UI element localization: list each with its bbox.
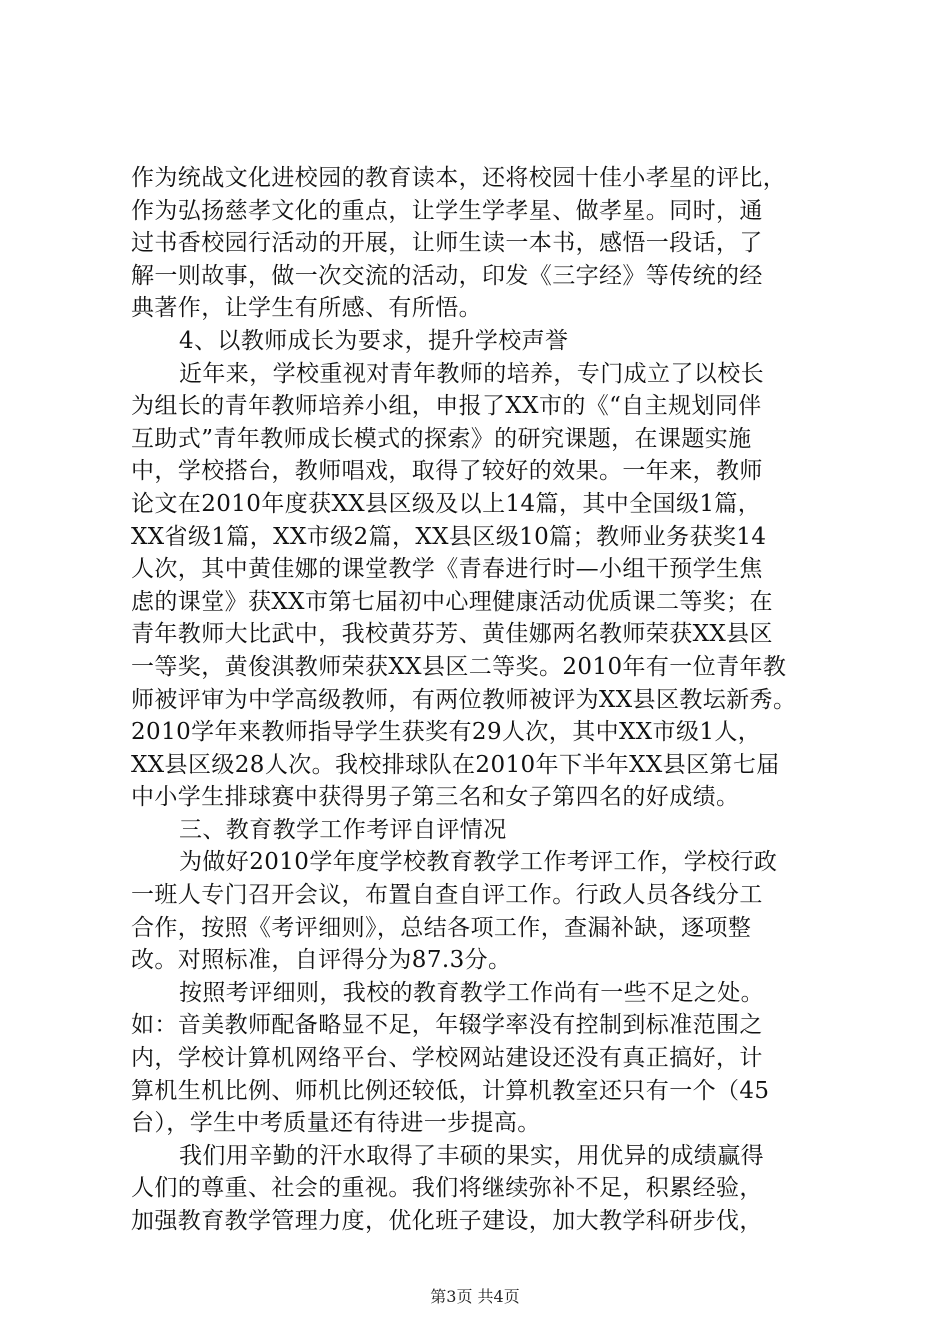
text-line: XX省级1篇，XX市级2篇，XX县区级10篇；教师业务获奖14 [131,523,767,550]
text-line: 中小学生排球赛中获得男子第三名和女子第四名的好成绩。 [131,784,740,811]
text-line: 如：音美教师配备略显不足，年辍学率没有控制到标准范围之 [131,1012,763,1039]
text-line: 典著作，让学生有所感、有所悟。 [131,295,482,322]
text-line: 内，学校计算机网络平台、学校网站建设还没有真正搞好，计 [131,1045,763,1072]
text-line: 师被评审为中学高级教师，有两位教师被评为XX县区教坛新秀。 [131,686,797,713]
text-line: 合作，按照《考评细则》，总结各项工作，查漏补缺，逐项整 [131,914,752,941]
text-line: 加强教育教学管理力度，优化班子建设，加大教学科研步伐， [131,1208,763,1234]
text-line: 青年教师大比武中，我校黄芬芳、黄佳娜两名教师荣获XX县区 [131,621,773,648]
paragraph-start: 我们用辛勤的汗水取得了丰硕的果实，用优异的成绩赢得 [179,1142,764,1169]
text-line: 算机生机比例、师机比例还较低，计算机教室还只有一个（45 [131,1077,770,1104]
text-line: 作为统战文化进校园的教育读本，还将校园十佳小孝星的评比， [131,165,787,191]
paragraph-start: 近年来，学校重视对青年教师的培养，专门成立了以校长 [179,360,764,387]
text-line: XX县区级28人次。我校排球队在2010年下半年XX县区第七届 [131,751,780,778]
text-line: 作为弘扬慈孝文化的重点，让学生学孝星、做孝星。同时，通 [131,197,763,224]
text-line: 中，学校搭台，教师唱戏，取得了较好的效果。一年来，教师 [131,458,763,485]
text-line: 解一则故事，做一次交流的活动，印发《三字经》等传统的经 [131,262,763,289]
text-line: 互助式”青年教师成长模式的探索》的研究课题，在课题实施 [131,425,752,452]
text-line: 台），学生中考质量还有待进一步提高。 [131,1110,541,1137]
section-heading: 三、教育教学工作考评自评情况 [179,816,507,843]
section-heading: 4、以教师成长为要求，提升学校声誉 [179,327,569,354]
text-line: 虑的课堂》获XX市第七届初中心理健康活动优质课二等奖；在 [131,588,773,615]
text-line: 2010学年来教师指导学生获奖有29人次，其中XX市级1人， [131,719,762,746]
text-line: 一等奖，黄俊淇教师荣获XX县区二等奖。2010年有一位青年教 [131,653,787,680]
text-line: 改。对照标准，自评得分为87.3分。 [131,947,512,974]
text-line: 一班人专门召开会议，布置自查自评工作。行政人员各线分工 [131,882,763,909]
page-number-footer: 第3页 共4页 [430,1287,520,1306]
text-line: 论文在2010年度获XX县区级及以上14篇，其中全国级1篇， [131,490,762,517]
document-body [131,162,831,1238]
paragraph-start: 按照考评细则，我校的教育教学工作尚有一些不足之处。 [179,979,764,1006]
text-line: 人们的尊重、社会的重视。我们将继续弥补不足，积累经验， [131,1175,763,1202]
text-line: 为组长的青年教师培养小组，申报了XX市的《“自主规划同伴 [131,393,762,420]
paragraph-start: 为做好2010学年度学校教育教学工作考评工作，学校行政 [179,849,778,876]
text-line: 人次，其中黄佳娜的课堂教学《青春进行时—小组干预学生焦 [131,556,763,583]
text-line: 过书香校园行活动的开展，让师生读一本书，感悟一段话，了 [131,230,763,257]
